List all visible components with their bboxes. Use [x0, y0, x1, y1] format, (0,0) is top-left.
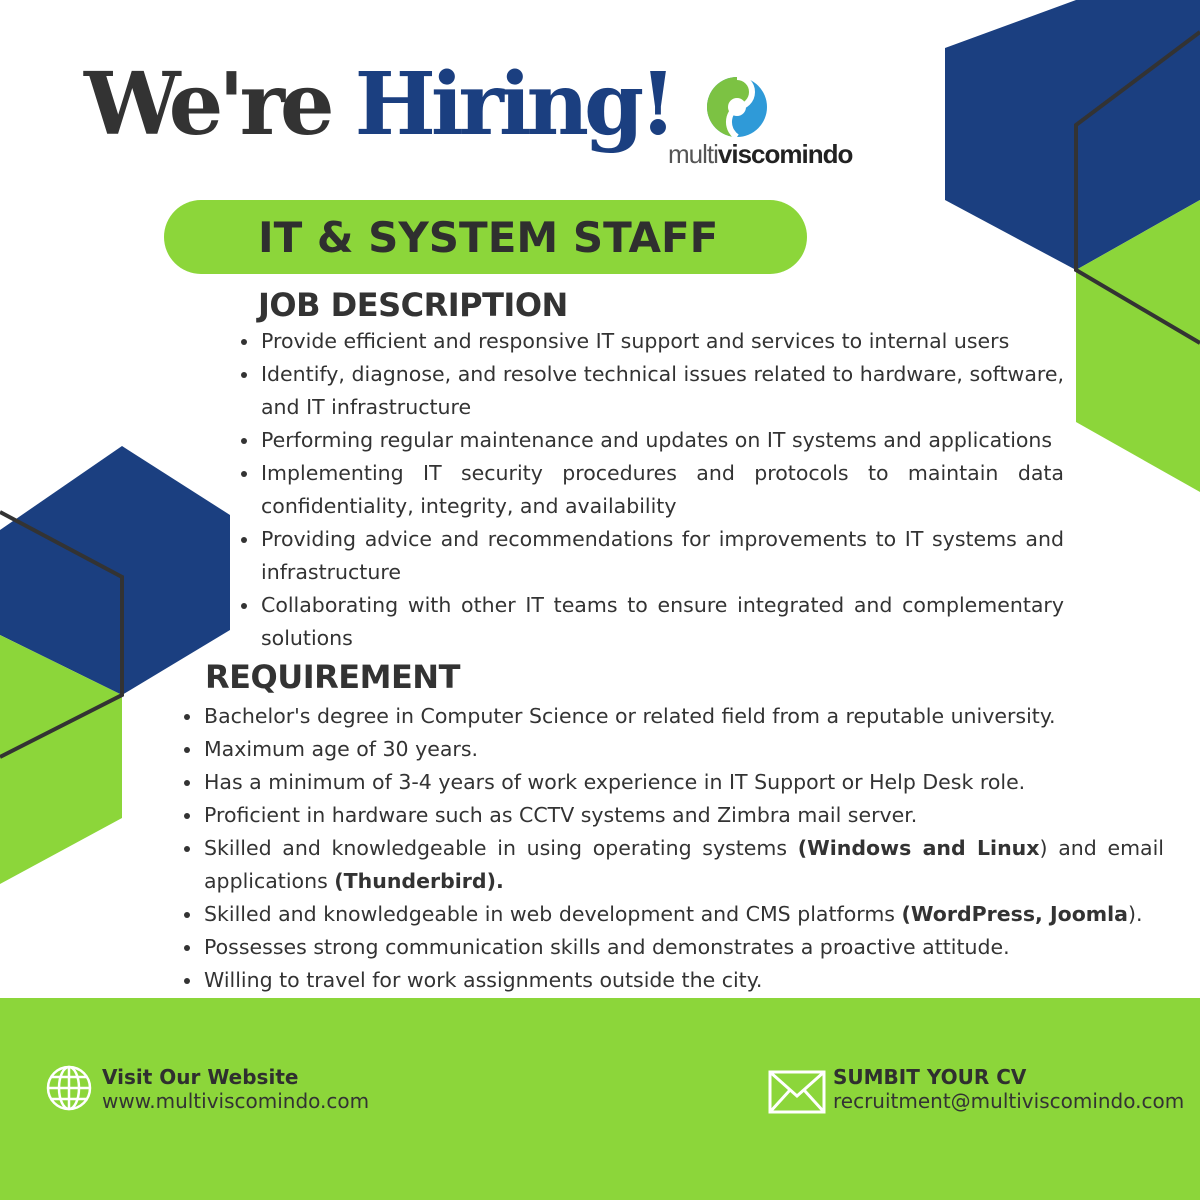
list-item: Has a minimum of 3-4 years of work experience in IT Support or Help Desk role.: [204, 766, 1164, 799]
company-logo: [668, 76, 878, 176]
list-item-text: ).: [1128, 902, 1143, 926]
logo-text-multi: multi: [668, 139, 718, 169]
headline-part2: Hiring!: [354, 54, 672, 155]
list-item: Providing advice and recommendations for improvements to IT systems and infrastructure: [261, 523, 1064, 589]
list-item-bold: (Windows and Linux: [797, 836, 1040, 860]
headline-part1: We're: [84, 54, 330, 155]
list-item-bold: (Thunderbird).: [334, 869, 504, 893]
list-item: Willing to travel for work assignments outside the city.: [204, 964, 1164, 997]
job-description-heading: JOB DESCRIPTION: [258, 286, 568, 324]
list-item: [204, 832, 1164, 898]
list-item: Bachelor's degree in Computer Science or related field from a reputable university.: [204, 700, 1164, 733]
list-item: Provide efficient and responsive IT support and services to internal users: [261, 325, 1064, 358]
website-url[interactable]: www.multiviscomindo.com: [102, 1089, 370, 1113]
requirement-list: [204, 700, 1164, 997]
list-item: [204, 898, 1164, 931]
submit-cv-info[interactable]: [833, 1065, 1184, 1113]
website-info[interactable]: [102, 1065, 369, 1113]
position-title-banner: [164, 200, 807, 274]
list-item-text: Skilled and knowledgeable in web development and CMS platforms: [204, 902, 902, 926]
logo-swirl-icon: [704, 76, 770, 138]
recruitment-email[interactable]: recruitment@multiviscomindo.com: [833, 1089, 1185, 1113]
list-item-text: ) and email applications: [204, 836, 1164, 893]
website-title: Visit Our Website: [102, 1065, 299, 1089]
list-item: Identify, diagnose, and resolve technical issues related to hardware, software, and IT infrastructure: [261, 358, 1064, 424]
list-item: Proficient in hardware such as CCTV systems and Zimbra mail server.: [204, 799, 1164, 832]
list-item: Implementing IT security procedures and protocols to maintain data confidentiality, integrity, and availability: [261, 457, 1064, 523]
hiring-headline: [84, 54, 672, 155]
position-title: IT & SYSTEM STAFF: [258, 213, 719, 262]
requirement-heading: REQUIREMENT: [205, 658, 460, 696]
globe-icon: [45, 1064, 93, 1112]
logo-text-viscomindo: viscomindo: [717, 139, 853, 169]
list-item-text: Skilled and knowledgeable in using operating systems: [204, 836, 798, 860]
submit-cv-title: SUMBIT YOUR CV: [833, 1065, 1027, 1089]
list-item: Possesses strong communication skills and demonstrates a proactive attitude.: [204, 931, 1164, 964]
job-description-list: [261, 325, 1064, 655]
list-item-bold: (WordPress, Joomla: [901, 902, 1129, 926]
list-item: Maximum age of 30 years.: [204, 733, 1164, 766]
envelope-icon: [768, 1070, 826, 1114]
list-item: Performing regular maintenance and updates on IT systems and applications: [261, 424, 1064, 457]
footer: [0, 998, 1200, 1200]
list-item: Collaborating with other IT teams to ensure integrated and complementary solutions: [261, 589, 1064, 655]
